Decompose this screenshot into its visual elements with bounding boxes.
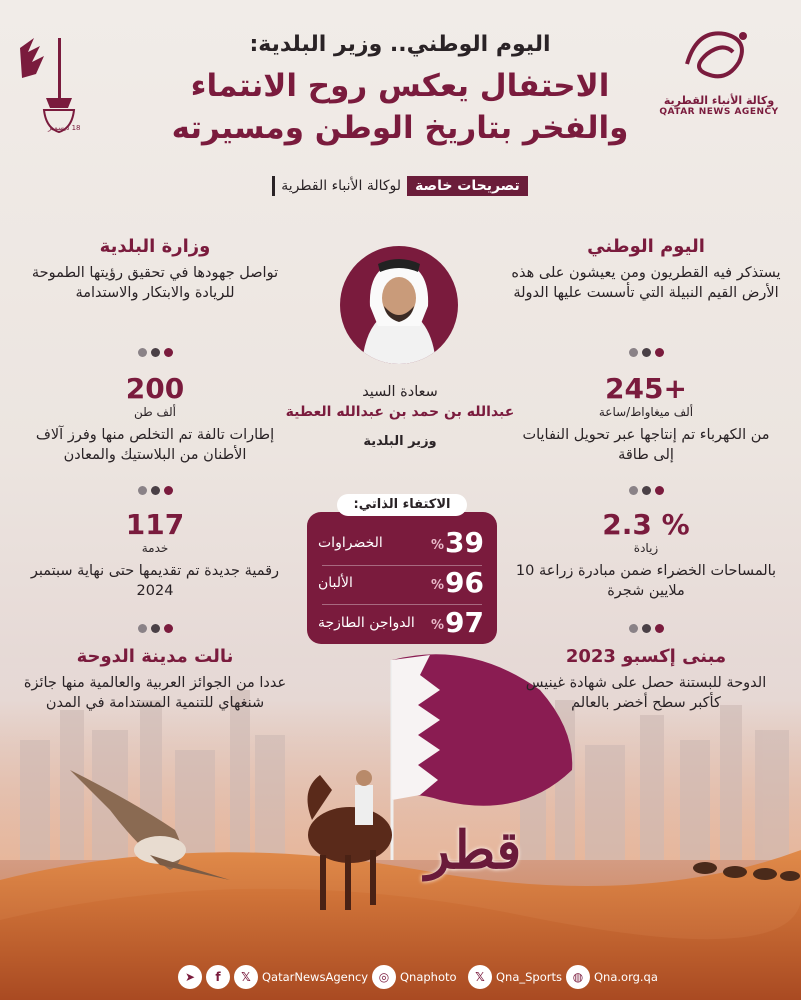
source-line xyxy=(260,176,540,196)
block-text: عددا من الجوائز العربية والعالمية منها جائزة شنغهاي للتنمية المستدامة في المدن xyxy=(23,675,287,711)
facebook-icon[interactable]: f xyxy=(206,965,230,989)
left-block-ministry xyxy=(20,236,290,303)
block-heading: مبنى إكسبو 2023 xyxy=(565,646,727,667)
stat-percent: % xyxy=(430,578,444,593)
block-text: يستذكر فيه القطريون ومن يعيشون على هذه الأرض القيم النبيلة التي تأسست عليها الدولة xyxy=(511,265,781,301)
left-block-doha-awards xyxy=(20,646,290,713)
person-honorific: سعادة السيد xyxy=(362,384,438,400)
separator-dots xyxy=(20,624,290,633)
source-name: لوكالة الأنباء القطرية xyxy=(272,176,407,196)
social-website xyxy=(566,964,658,990)
separator-dots xyxy=(20,486,290,495)
main-title-line-2: والفخر بتاريخ الوطن ومسيرته xyxy=(171,110,629,146)
stat-row-vegetables xyxy=(314,526,490,562)
minister-portrait xyxy=(340,246,458,364)
separator-dots xyxy=(20,348,290,357)
stat-number: 245+ xyxy=(605,372,687,405)
block-text: بالمساحات الخضراء ضمن مبادرة زراعة 10 ملايين شجرة xyxy=(515,563,777,599)
subtitle: اليوم الوطني.. وزير البلدية: xyxy=(249,32,551,57)
stat-unit: زيادة xyxy=(633,541,659,555)
source-tag: تصريحات خاصة xyxy=(407,176,528,196)
person-role: وزير البلدية xyxy=(363,434,437,449)
stat-number: 117 xyxy=(125,508,185,541)
x-icon[interactable]: 𝕏 xyxy=(234,965,258,989)
social-main xyxy=(178,964,368,990)
stat-unit: ألف ميغاواط/ساعة xyxy=(598,405,694,419)
block-text: إطارات تالفة تم التخلص منها وفرز آلاف الأطنان من البلاستيك والمعادن xyxy=(35,427,275,463)
right-block-green-spaces xyxy=(511,508,781,601)
telegram-icon[interactable]: ➤ xyxy=(178,965,202,989)
stat-number: 2.3 % xyxy=(602,508,690,541)
stat-percent: % xyxy=(430,618,444,633)
stat-label: الألبان xyxy=(318,575,353,591)
national-day-date: 18 ديسمبر xyxy=(48,124,81,132)
block-text: تواصل جهودها في تحقيق رؤيتها الطموحة للريادة والابتكار والاستدامة xyxy=(31,265,279,301)
self-sufficiency-title: الاكتفاء الذاتي: xyxy=(337,494,467,516)
national-day-logo xyxy=(14,28,84,138)
instagram-icon[interactable]: ◎ xyxy=(372,965,396,989)
stat-value: 96 xyxy=(445,566,484,599)
separator-dots xyxy=(511,486,781,495)
agency-name-arabic: وكالة الأنباء القطرية xyxy=(663,94,775,107)
stat-row-poultry xyxy=(314,606,490,642)
block-text: رقمية جديدة تم تقديمها حتى نهاية سبتمبر 2024 xyxy=(30,563,280,599)
stat-row-dairy xyxy=(314,566,490,602)
block-heading: اليوم الوطني xyxy=(587,236,705,257)
left-block-digital-services xyxy=(20,508,290,601)
person-name: عبدالله بن حمد بن عبدالله العطية xyxy=(285,404,515,420)
block-heading: وزارة البلدية xyxy=(99,236,211,257)
stat-unit: ألف طن xyxy=(134,405,176,419)
website-link[interactable]: Qna.org.qa xyxy=(594,970,658,984)
stat-value: 97 xyxy=(445,606,484,639)
stat-value: 39 xyxy=(445,526,484,559)
handle-sports[interactable]: Qna_Sports xyxy=(496,970,563,984)
stat-divider xyxy=(322,604,482,605)
stat-label: الخضراوات xyxy=(318,535,383,551)
block-heading: نالت مدينة الدوحة xyxy=(76,646,234,667)
agency-name-english: QATAR NEWS AGENCY xyxy=(659,107,779,117)
x-icon[interactable]: 𝕏 xyxy=(468,965,492,989)
stat-unit: خدمة xyxy=(141,541,169,555)
stat-number: 200 xyxy=(125,372,185,405)
block-text: من الكهرباء تم إنتاجها عبر تحويل النفايات إلى طاقة xyxy=(522,427,770,463)
block-text: الدوحة للبستنة حصل على شهادة غينيس كأكبر سطح أخضر بالعالم xyxy=(525,675,767,711)
qna-emblem-icon xyxy=(677,24,761,86)
stat-percent: % xyxy=(430,538,444,553)
right-block-energy xyxy=(511,372,781,465)
social-photo xyxy=(372,964,457,990)
handle-photo[interactable]: Qnaphoto xyxy=(400,970,457,984)
globe-icon[interactable]: ◍ xyxy=(566,965,590,989)
main-title-line-1: الاحتفال يعكس روح الانتماء xyxy=(190,68,610,104)
person-silhouette-icon xyxy=(340,246,458,364)
handle-main[interactable]: QatarNewsAgency xyxy=(262,970,369,984)
qatar-calligraphy: قطر xyxy=(425,820,522,881)
separator-dots xyxy=(511,348,781,357)
separator-dots xyxy=(511,624,781,633)
footer-social-bar xyxy=(0,954,801,1000)
right-block-national-day xyxy=(511,236,781,303)
stat-label: الدواجن الطازجة xyxy=(318,615,415,631)
right-block-expo xyxy=(511,646,781,713)
left-block-tires xyxy=(20,372,290,465)
social-sports xyxy=(468,964,562,990)
